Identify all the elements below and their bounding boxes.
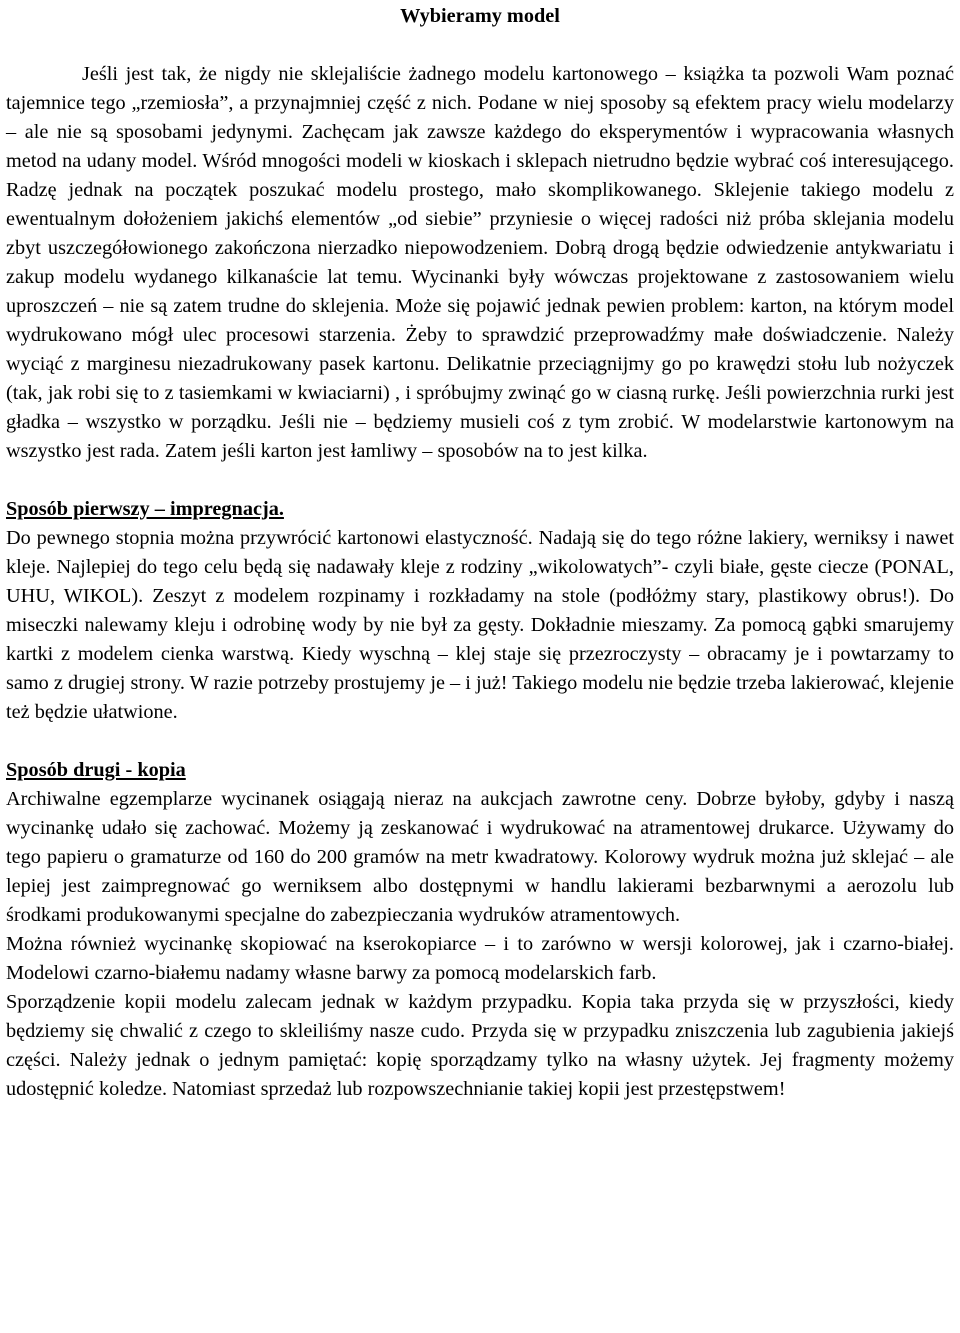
page-title: Wybieramy model xyxy=(400,5,560,27)
section-spacer xyxy=(6,466,954,495)
section-heading-impregnation: Sposób pierwszy – impregnacja. xyxy=(6,498,284,520)
section-body-copy-paragraph: Archiwalne egzemplarze wycinanek osiągają nieraz na aukcjach zawrotne ceny. Dobrze byłoby, gdyby i naszą wycinankę udało się zachować. Możemy ją zeskanować i wydrukować na atramentowej drukarce. Używamy do tego papieru o gramaturze od 160 do 200 gramów na metr kwadratowy. Kolorowy wydruk można już sklejać – ale lepiej jest zaimpregnować go werniksem albo dostępnymi w handlu lakierami bezbarwnymi a aerozolu lub środkami produkowanymi specjalne do zabezpieczania wydruków atramentowych. xyxy=(6,788,954,926)
section-heading-copy: Sposób drugi - kopia xyxy=(6,759,186,781)
section-body-copy-paragraph: Sporządzenie kopii modelu zalecam jednak w każdym przypadku. Kopia taka przyda się w przyszłości, kiedy będziemy się chwalić z czego to skleiliśmy nasze cudo. Przyda się w przypadku zniszczenia lub zagubienia jakiejś części. Należy jednak o jednym pamiętać: kopię sporządzamy tylko na własny użytek. Jej fragmenty możemy udostępnić koledze. Natomiast sprzedaż lub rozpowszechnianie takiej kopii jest przestępstwem! xyxy=(6,991,954,1100)
intro-paragraph: Jeśli jest tak, że nigdy nie sklejaliście żadnego modelu kartonowego – książka ta pozwoli Wam poznać tajemnice tego „rzemiosła”, a przynajmniej część z nich. Podane w niej sposoby są efektem pracy wielu modelarzy – ale nie są sposobami jedynymi. Zachęcam jak zawsze każdego do eksperymentów i wypracowania własnych metod na udany model. Wśród mnogości modeli w kioskach i sklepach nietrudno będzie wybrać coś interesującego. Radzę jednak na początek poszukać modelu prostego, mało skomplikowanego. Sklejenie takiego modelu z ewentualnym dołożeniem jakichś elementów „od siebie” przyniesie o więcej radości niż próba sklejania modelu zbyt uszczegółowionego zakończona nierzadko niepowodzeniem. Dobrą drogą będzie odwiedzenie antykwariatu i zakup modelu wydanego kilkanaście lat temu. Wycinanki były wówczas projektowane z zastosowaniem wielu uproszczeń – nie są zatem trudne do sklejenia. Może się pojawić jednak pewien problem: karton, na którym model wydrukowano mógł ulec procesowi starzenia. Żeby to sprawdzić przeprowadźmy małe doświadczenie. Należy wyciąć z marginesu niezadrukowany pasek kartonu. Delikatnie przeciągnijmy go po krawędzi stołu lub nożyczek (tak, jak robi się to z tasiemkami w kwiaciarni) , i spróbujmy zwinąć go w ciasną rurkę. Jeśli powierzchnia rurki jest gładka – wszystko w porządku. Jeśli nie – będziemy musieli coś z tym zrobić. W modelarstwie kartonowym na wszystko jest rada. Zatem jeśli karton jest łamliwy – sposobów na to jest kilka. xyxy=(6,63,954,462)
section-spacer xyxy=(6,727,954,756)
section-body-impregnation: Do pewnego stopnia można przywrócić kartonowi elastyczność. Nadają się do tego różne lakiery, werniksy i nawet kleje. Najlepiej do tego celu będą się nadawały kleje z rodziny „wikolowatych”- czyli białe, gęste ciecze (PONAL, UHU, WIKOL). Zeszyt z modelem rozpinamy i rozkładamy na stole (podłóżmy stary, plastikowy obrus!). Do miseczki nalewamy kleju i odrobinę wody by nie był za gęsty. Dokładnie mieszamy. Za pomocą gąbki smarujemy kartki z modelem cienka warstwą. Kiedy wyschną – klej staje się przezroczysty – obracamy je i powtarzamy to samo z drugiej strony. W razie potrzeby prostujemy je – i już! Takiego modelu nie będzie trzeba lakierować, klejenie też będzie ułatwione. xyxy=(6,527,954,723)
section-body-copy-paragraph: Można również wycinankę skopiować na kserokopiarce – i to zarówno w wersji kolorowej, jak i czarno-białej. Modelowi czarno-białemu nadamy własne barwy za pomocą modelarskich farb. xyxy=(6,933,954,984)
